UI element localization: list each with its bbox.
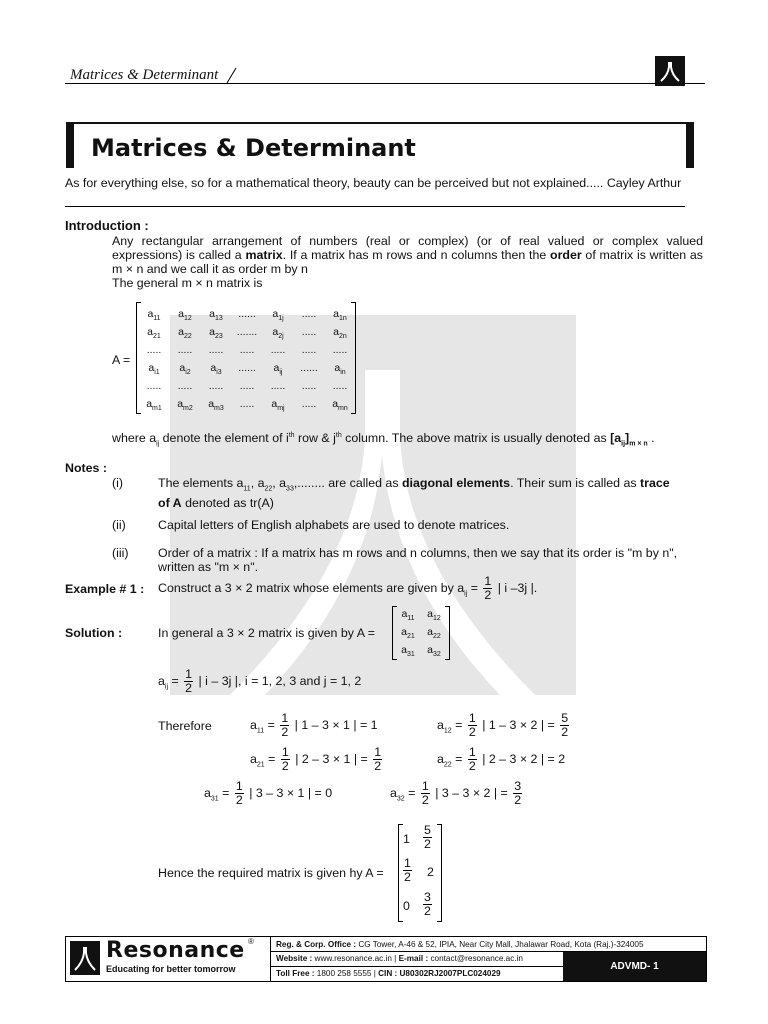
matrix-cell: $a_{i1}$ [148, 362, 160, 377]
example-text: Construct a 3 × 2 matrix whose elements are given by $a_{ij}$ = $\frac{1}{2}$ | i –3j |. [158, 574, 538, 602]
result-cell-1-1: 1 [403, 832, 410, 846]
matrix-cell: ..... [301, 308, 317, 320]
note-2-number: (ii) [112, 518, 126, 532]
general-matrix [136, 302, 356, 414]
footer-website: Website : www.resonance.ac.in | E-mail : contact@resonance.ac.in [276, 954, 523, 963]
calc-a22: $a_{22}$ = $\frac{1}{2}$ | 2 – 3 × 2 | = 2 [437, 745, 566, 773]
matrix-cell: ..... [301, 380, 317, 392]
matrix-cell: ..... [270, 344, 286, 356]
matrix-cell: $a_{m1}$ [146, 398, 162, 413]
matrix-cell: $a_{ij}$ [273, 362, 283, 377]
hence-line: Hence the required matrix is given hy A = [158, 866, 384, 880]
solution-line-1: In general a 3 × 2 matrix is given by A = [158, 626, 375, 640]
footer-divider [270, 937, 271, 981]
footer-tollfree: Toll Free : 1800 258 5555 | CIN : U80302RJ2007PLC024029 [276, 969, 501, 978]
matrix-cell: $a_{12}$ [178, 308, 192, 323]
calc-a12: $a_{12}$ = $\frac{1}{2}$ | 1 – 3 × 2 | = $\frac{5}{2}$ [437, 711, 569, 739]
title-bar-left [66, 122, 74, 168]
calc-a32: $a_{32}$ = $\frac{1}{2}$ | 3 – 3 × 2 | = $\frac{3}{2}$ [390, 779, 522, 807]
note-2-text: Capital letters of English alphabets are used to denote matrices. [158, 518, 510, 532]
note-3-number: (iii) [112, 546, 129, 560]
matrix-cell: $a_{mn}$ [332, 398, 348, 413]
result-cell-2-2: 2 [427, 865, 434, 879]
footer [65, 936, 707, 982]
resonance-logo-icon [655, 56, 685, 86]
intro-heading: Introduction : [65, 218, 149, 233]
matrix-cell: $a_{22}$ [427, 626, 441, 641]
matrix-cell: $a_{11}$ [147, 308, 161, 323]
title-top-rule [74, 122, 686, 124]
calc-a31: $a_{31}$ = $\frac{1}{2}$ | 3 – 3 × 1 | = 0 [204, 779, 333, 807]
matrix-cell: ..... [301, 398, 317, 410]
matrix-cell: ..... [270, 380, 286, 392]
header-slash-decoration [225, 67, 237, 84]
running-header-title: Matrices & Determinant [70, 67, 219, 83]
notes-heading: Notes : [65, 461, 107, 475]
matrix-cell: ..... [146, 344, 162, 356]
matrix-cell: ...... [238, 362, 256, 374]
note-1-number: (i) [112, 476, 124, 490]
matrix-cell: $a_{i3}$ [210, 362, 222, 377]
matrix-cell: $a_{in}$ [334, 362, 346, 377]
matrix-cell: $a_{m2}$ [177, 398, 193, 413]
result-cell-3-1: 0 [403, 899, 410, 913]
footer-tagline: Educating for better tomorrow [106, 964, 236, 974]
matrix-cell: $a_{1j}$ [272, 308, 284, 323]
result-matrix [398, 824, 442, 922]
matrix-description: where $a_{ij}$ denote the element of $i^{th}$ row & $j^{th}$ column. The above matrix is usually denoted as $[a_{ij}]_{m \times n}$ . [112, 431, 655, 448]
matrix-cell: $a_{31}$ [401, 644, 415, 659]
registered-mark: ® [248, 937, 254, 946]
aij-definition: $a_{ij}$ = $\frac{1}{2}$ | i – 3j |, i = 1, 2, 3 and j = 1, 2 [158, 667, 362, 695]
matrix-cell: ..... [177, 380, 193, 392]
matrix-cell: ..... [301, 326, 317, 338]
matrix-cell: ..... [208, 380, 224, 392]
solution-label: Solution : [65, 626, 123, 640]
matrix-cell: ..... [239, 398, 255, 410]
general-matrix-intro: The general m × n matrix is [112, 276, 263, 290]
calc-a11: $a_{11}$ = $\frac{1}{2}$ | 1 – 3 × 1 | = 1 [250, 711, 378, 739]
therefore-label: Therefore [158, 719, 212, 733]
matrix-a-label: A = [112, 353, 131, 367]
matrix-cell: $a_{i2}$ [179, 362, 191, 377]
matrix-cell: $a_{21}$ [147, 326, 161, 341]
matrix-cell: ...... [300, 362, 318, 374]
matrix-cell: ..... [146, 380, 162, 392]
header-rule [65, 83, 705, 84]
result-cell-3-2: $\frac{3}{2}$ [424, 890, 431, 918]
matrix-cell: $a_{m3}$ [208, 398, 224, 413]
matrix-cell: $a_{13}$ [209, 308, 223, 323]
intro-paragraph: Any rectangular arrangement of numbers (real or complex) (or of real valued or complex valued expressions) is called a matrix. If a matrix has m rows and n columns then the order of matrix is written as m × n and we call it as order m by n [112, 234, 703, 276]
title-bar-right [686, 122, 694, 168]
matrix-cell: $a_{32}$ [427, 644, 441, 659]
note-3-text: Order of a matrix : If a matrix has m rows and n columns, then we say that its order is "m by n", written as "m × n". [158, 546, 678, 574]
matrix-cell: ..... [332, 344, 348, 356]
matrix-cell: ..... [239, 344, 255, 356]
matrix-cell: $a_{23}$ [209, 326, 223, 341]
page-title: Matrices & Determinant [91, 134, 416, 162]
result-cell-1-2: $\frac{5}{2}$ [424, 823, 431, 851]
matrix-cell: ..... [239, 380, 255, 392]
matrix-cell: $a_{22}$ [178, 326, 192, 341]
quote-rule [65, 206, 685, 207]
footer-brand: Resonance [106, 938, 245, 963]
footer-logo-icon [70, 941, 100, 975]
general-3x2-matrix [392, 606, 450, 660]
matrix-cell: $a_{2j}$ [272, 326, 284, 341]
matrix-cell: ....... [236, 326, 258, 338]
result-cell-2-1: $\frac{1}{2}$ [404, 856, 411, 884]
matrix-cell: ..... [208, 344, 224, 356]
matrix-cell: ...... [238, 308, 256, 320]
matrix-cell: $a_{11}$ [401, 608, 415, 623]
matrix-cell: $a_{2n}$ [333, 326, 347, 341]
matrix-cell: $a_{12}$ [427, 608, 441, 623]
matrix-cell: $a_{mj}$ [271, 398, 285, 413]
footer-office: Reg. & Corp. Office : CG Tower, A-46 & 52, IPIA, Near City Mall, Jhalawar Road, Kota (Raj.)-324005 [276, 940, 644, 949]
page-code: ADVMD- 1 [563, 952, 706, 981]
matrix-cell: ..... [332, 380, 348, 392]
example-label: Example # 1 : [65, 582, 145, 596]
note-1-text: The elements $a_{11}$, $a_{22}$, $a_{33}$,........ are called as diagonal elements. Their sum is called as trace of A denoted as tr(A) [158, 476, 670, 511]
matrix-cell: ..... [301, 344, 317, 356]
calc-a21: $a_{21}$ = $\frac{1}{2}$ | 2 – 3 × 1 | = $\frac{1}{2}$ [250, 745, 382, 773]
matrix-cell: ..... [177, 344, 193, 356]
opening-quote: As for everything else, so for a mathematical theory, beauty can be perceived but not explained..... Cayley Arthur [65, 176, 682, 190]
matrix-cell: $a_{1n}$ [333, 308, 347, 323]
matrix-cell: $a_{21}$ [401, 626, 415, 641]
